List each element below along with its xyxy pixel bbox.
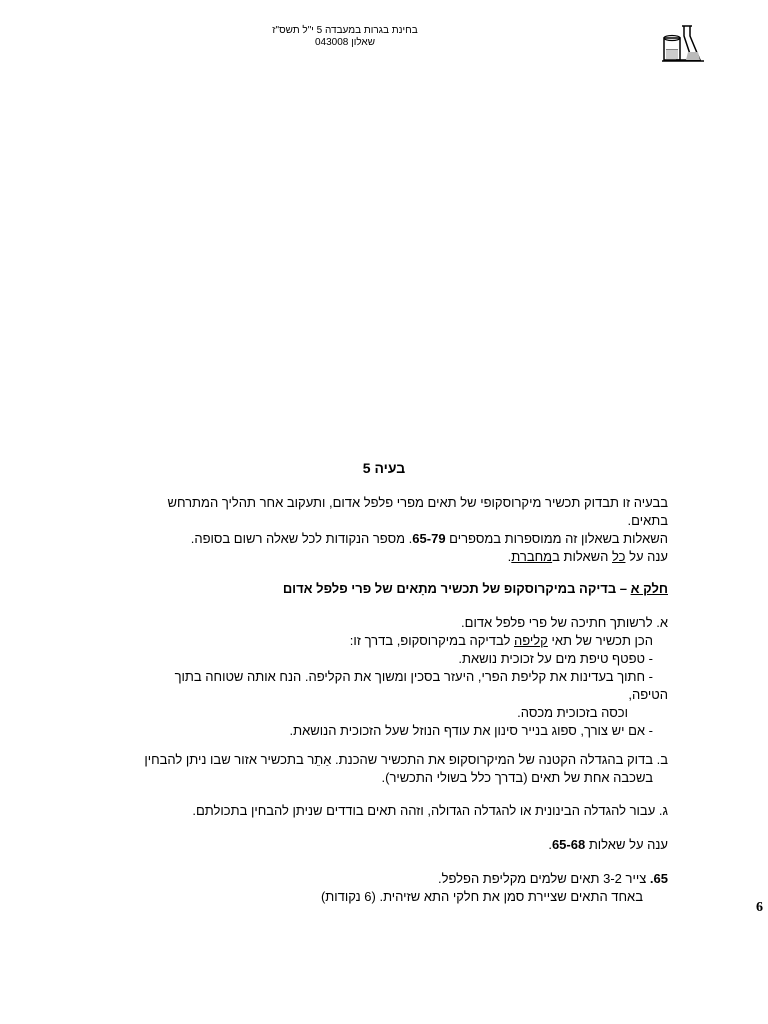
- exam-header: [230, 25, 460, 49]
- question-range: 65-79: [412, 531, 446, 546]
- intro-line-3: [78, 530, 668, 548]
- step-a-line-3: - טפטף טיפת מים על זכוכית נושאת.: [458, 651, 653, 666]
- intro-block: [78, 494, 668, 566]
- question-65: [78, 870, 668, 906]
- question-65-text: צייר 3-2 תאים שלמים מקליפת הפלפל.: [437, 871, 650, 886]
- answer-instruction-text: ענה על שאלות: [585, 837, 668, 852]
- intro-line-4: [78, 548, 668, 566]
- intro-line-4c: .: [507, 549, 512, 564]
- step-c-line: ג. עבור להגדלה הבינונית או להגדלה הגדולה, וזהה תאים בודדים שניתן להבחין בתכולתם.: [192, 803, 668, 818]
- question-65-line-2: באחד התאים שציירת סמן את חלקי התא שזיהית. (6 נקודות): [320, 889, 643, 904]
- header-form-number: שאלון 043008: [314, 37, 376, 48]
- step-c-block: [78, 802, 668, 820]
- intro-line-3a: השאלות בשאלון זה ממוספרות במספרים: [445, 531, 668, 546]
- answer-instruction-end: .: [548, 837, 552, 852]
- step-a-line-2a: הכן תכשיר של תאי: [547, 633, 653, 648]
- step-a-line-2: [78, 632, 668, 650]
- step-a-line-7: - אם יש צורך, ספוג בנייר סינון את עודף הנוזל שעל הזכוכית הנושאת.: [289, 723, 653, 738]
- peel-word: קליפה: [514, 633, 548, 648]
- step-a-line-2b: לבדיקה במיקרוסקופ, בדרך זו:: [349, 633, 514, 648]
- step-b-block: [78, 751, 668, 787]
- step-a-line-1: א. לרשותך חתיכה של פרי פלפל אדום.: [461, 615, 668, 630]
- section-a-heading: [78, 580, 668, 598]
- step-a-line-5: הטיפה,: [628, 687, 668, 702]
- step-b-line-1: ב. בדוק בהגדלה הקטנה של המיקרוסקופ את התכשיר שהכנת. אַתֵר בתכשיר אזור שבו ניתן להבחין: [144, 752, 668, 767]
- header-exam-title: בחינת בגרות במעבדה 5 י"ל תשס"ז: [272, 25, 418, 36]
- answer-question-range: 65-68: [551, 837, 586, 852]
- page-number: 6: [756, 900, 763, 915]
- intro-line-3b: . מספר הנקודות לכל שאלה רשום בסופה.: [190, 531, 413, 546]
- section-a-label: חלק א: [630, 581, 668, 596]
- intro-line-4a: ענה על: [625, 549, 668, 564]
- step-a-block: [78, 614, 668, 740]
- step-a-line-4: - חתוך בעדינות את קליפת הפרי, היעזר בסכין ומשוך את הקליפה. הנח אותה שטוחה בתוך: [174, 669, 653, 684]
- intro-line-1: בבעיה זו תבדוק תכשיר מיקרוסקופי של תאים מפרי פלפל אדום, ותעקוב אחר תהליך המתרחש: [167, 495, 668, 510]
- lab-flasks-icon: [660, 20, 708, 66]
- step-b-line-2: בשכבה אחת של תאים (בדרך כלל בשולי התכשיר).: [381, 770, 653, 785]
- step-a-line-6: וכסה בזכוכית מכסה.: [517, 705, 628, 720]
- question-65-line-1: [78, 870, 668, 888]
- intro-notebook-word: מחברת: [511, 549, 553, 564]
- question-65-number: 65.: [649, 871, 668, 886]
- intro-line-4b: השאלות ב: [552, 549, 612, 564]
- answer-instruction: [78, 836, 668, 854]
- intro-line-2: בתאים.: [627, 513, 668, 528]
- section-a-title: – בדיקה במיקרוסקופ של תכשיר מתָאים של פרי פלפל אדום: [282, 581, 631, 596]
- problem-title: בעיה 5: [362, 460, 406, 476]
- intro-all-word: כל: [612, 549, 626, 564]
